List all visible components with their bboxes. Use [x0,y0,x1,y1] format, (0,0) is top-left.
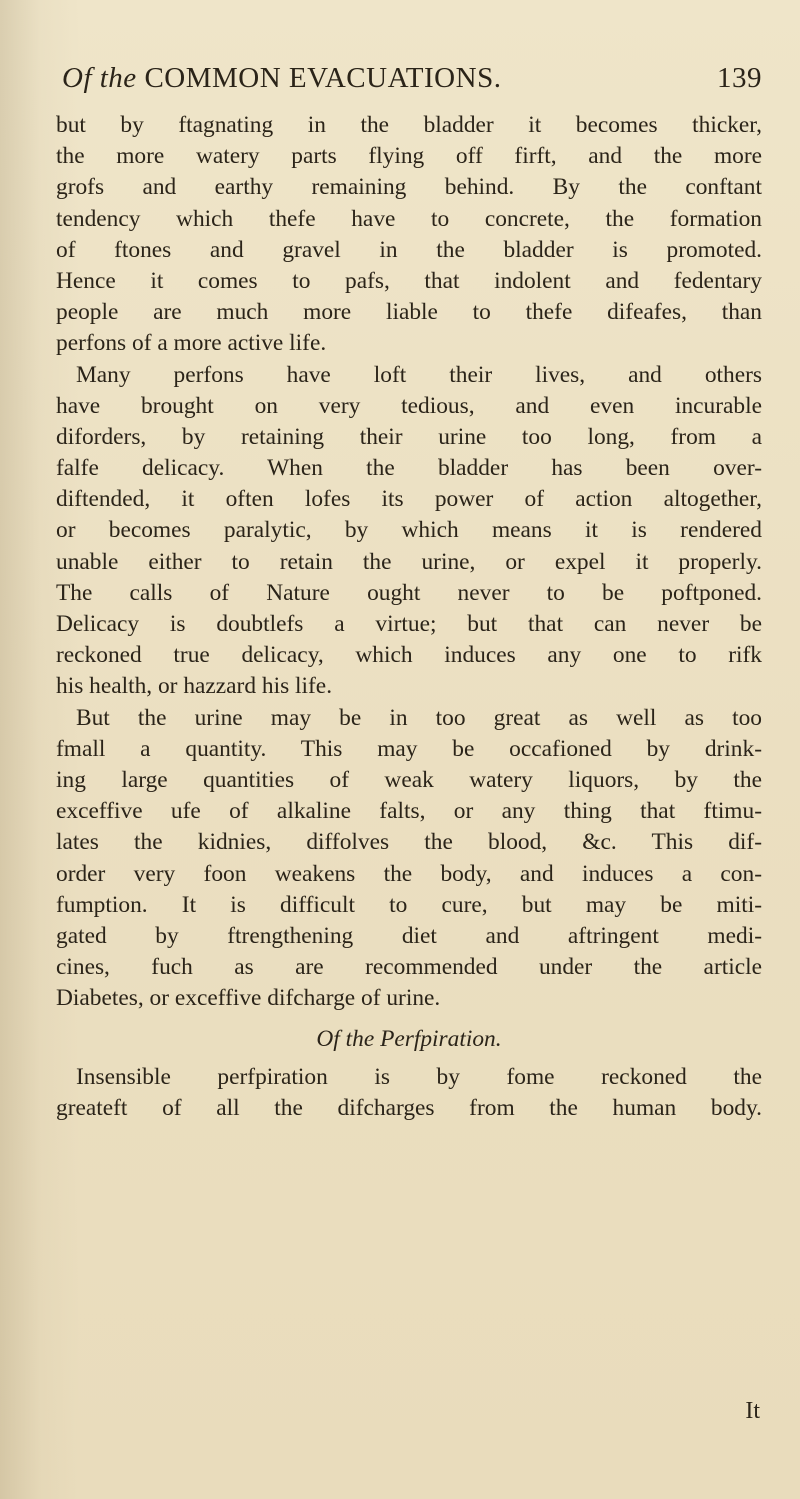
text-line: Diabetes, or exceffive difcharge of urine. [56,985,441,1012]
text-line: ing large quantities of weak watery liquors, by the [56,766,762,793]
catchword: It [745,1398,760,1424]
running-header [62,62,762,102]
text-line: Insensible perfpiration is by fome reckoned the [76,1063,762,1090]
text-line: his health, or hazzard his life. [56,673,333,700]
text-line: but by ftagnating in the bladder it becomes thicker, [56,112,762,138]
text-line: lates the kidnies, diffolves the blood, &c. This dif- [56,829,762,856]
body-text [56,110,762,1124]
text-line: falfe delicacy. When the bladder has been over- [56,455,762,482]
text-line: people are much more liable to thefe difeafes, than [56,299,762,326]
header-prefix: Of the [62,62,137,94]
text-line: grofs and earthy remaining behind. By the conftant [56,174,762,201]
text-line: reckoned true delicacy, which induces any one to rifk [56,642,762,669]
text-line: the more watery parts flying off firft, and the more [56,143,762,170]
text-line: diforders, by retaining their urine too long, from a [56,423,762,450]
section-heading: Of the Perfpiration. [316,1026,502,1053]
header-title: COMMON EVACUATIONS. [144,62,502,94]
text-line: The calls of Nature ought never to be poftponed. [56,579,762,606]
text-line: Delicacy is doubtlefs a virtue; but that can never be [56,611,762,637]
text-line: But the urine may be in too great as well as too [76,704,762,731]
text-line: fumption. It is difficult to cure, but may be miti- [56,891,762,918]
text-line: or becomes paralytic, by which means it is rendered [56,517,762,544]
text-line: tendency which thefe have to concrete, the formation [56,205,762,232]
text-line: perfons of a more active life. [56,330,327,357]
text-line: Hence it comes to pafs, that indolent and fedentary [56,267,762,294]
text-line: unable either to retain the urine, or expel it properly. [56,548,762,575]
text-line: Many perfons have loft their lives, and others [76,361,762,388]
text-line: of ftones and gravel in the bladder is promoted. [56,236,762,263]
text-line: gated by ftrengthening diet and aftringent medi- [56,922,762,949]
text-line: have brought on very tedious, and even incurable [56,392,762,419]
text-line: fmall a quantity. This may be occafioned by drink- [56,735,762,762]
page-number: 139 [717,62,762,94]
text-line: greateft of all the difcharges from the human body. [56,1094,762,1121]
text-line: order very foon weakens the body, and induces a con- [56,860,762,887]
text-line: cines, fuch as are recommended under the article [56,954,762,981]
text-line: exceffive ufe of alkaline falts, or any thing that ftimu- [56,798,762,825]
text-line: diftended, it often lofes its power of action altogether, [56,486,762,513]
